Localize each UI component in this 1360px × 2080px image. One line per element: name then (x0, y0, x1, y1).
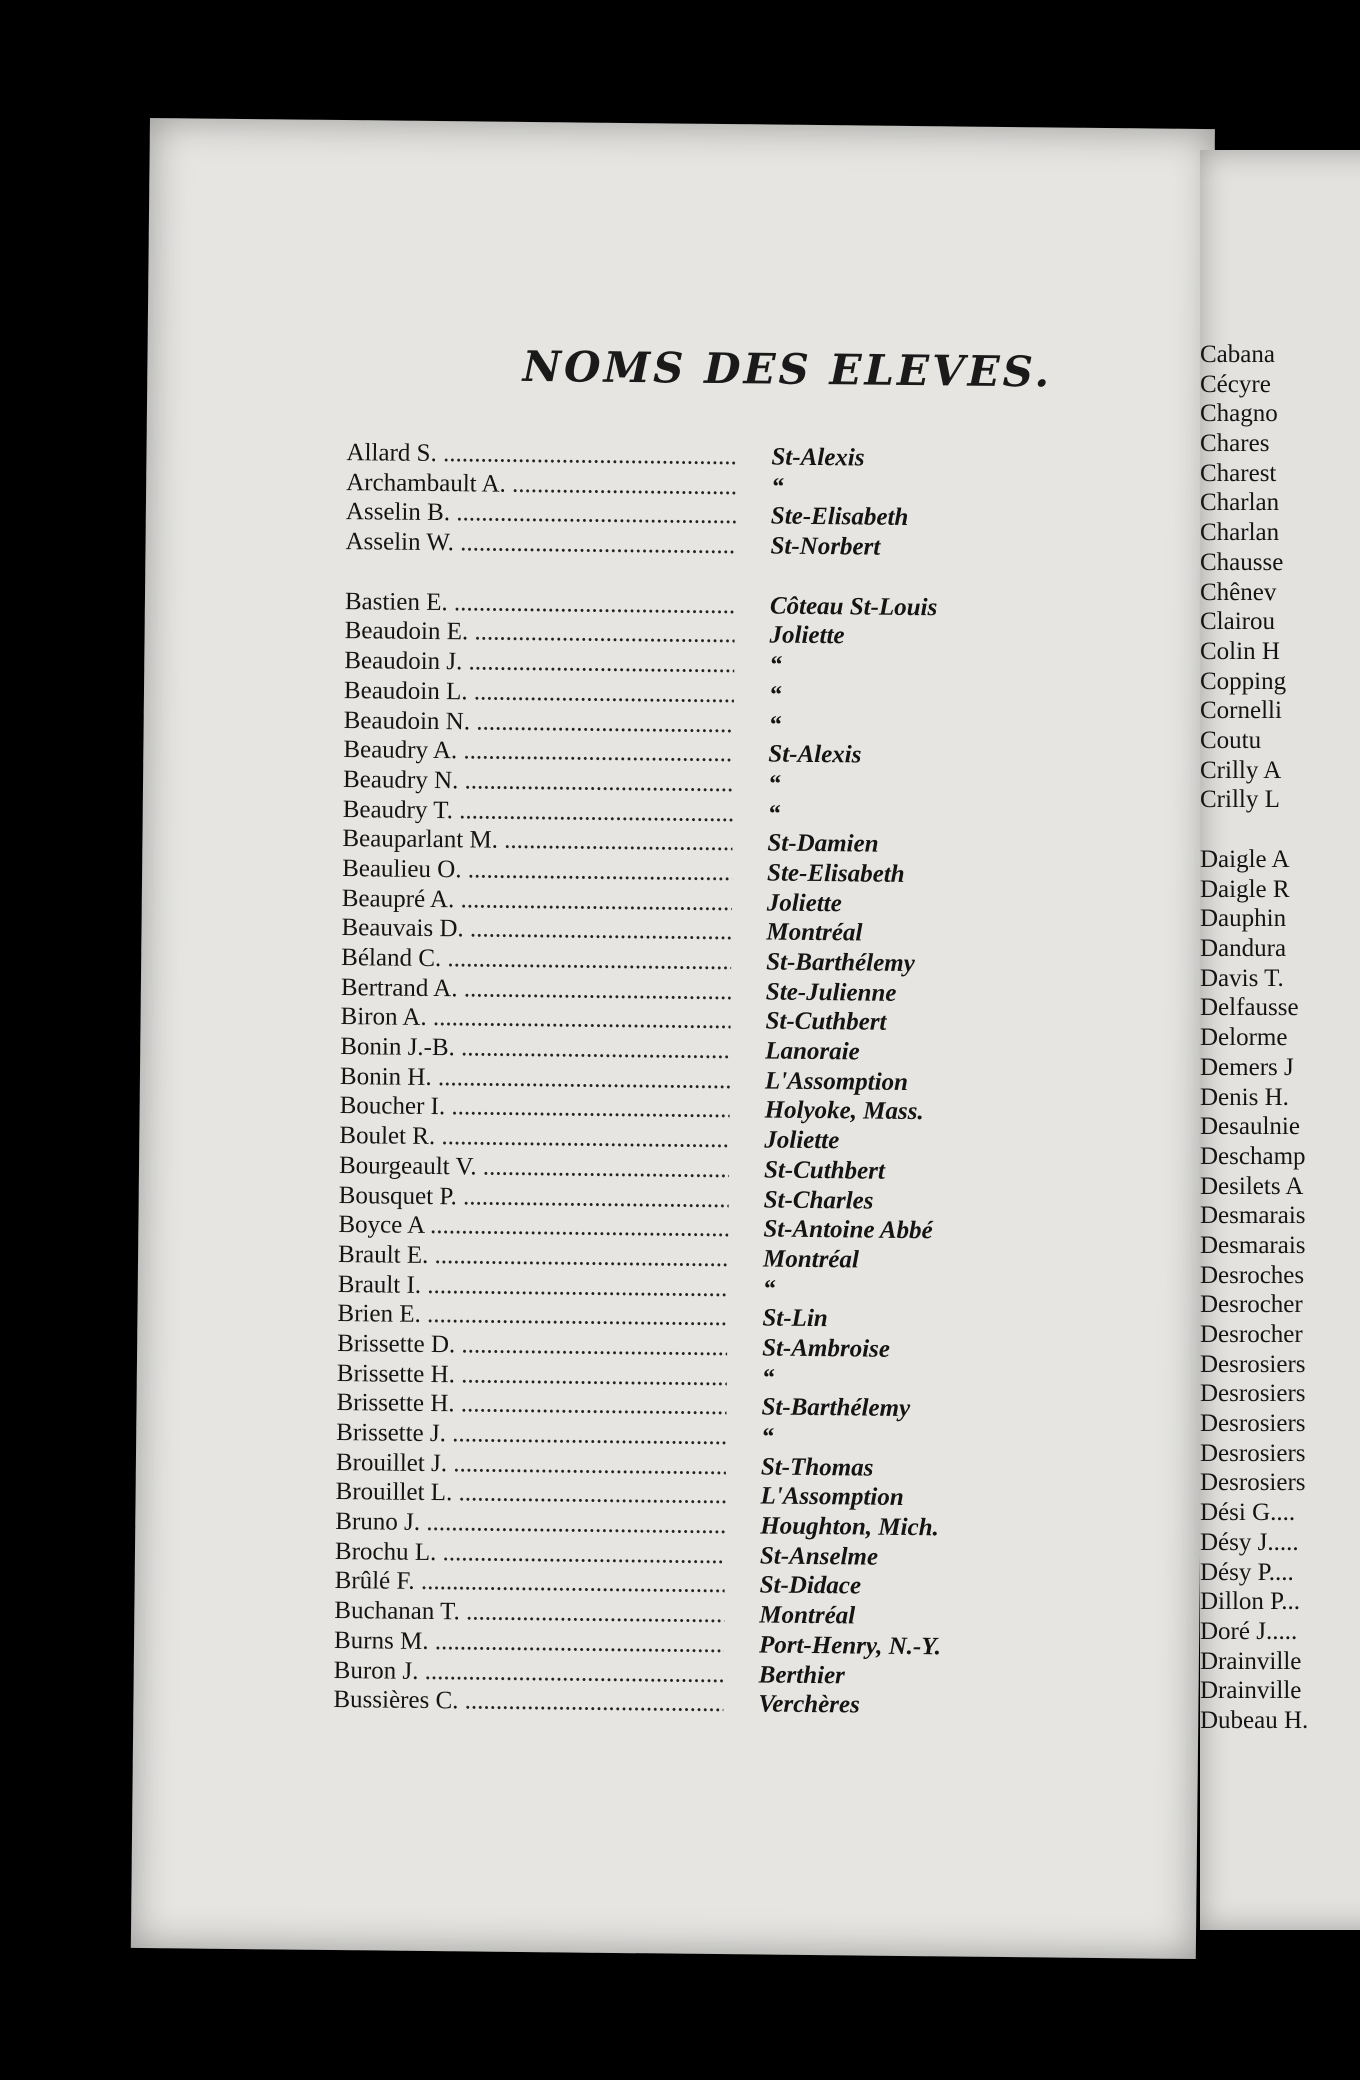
right-page-name: Daigle A (1200, 846, 1290, 873)
student-name: Bertrand A. ..... (341, 973, 731, 1007)
right-page-name: Désy P.... (1200, 1558, 1294, 1586)
right-page-name: Davis T. (1200, 964, 1284, 992)
student-name: Beaudoin E. ..... (344, 617, 734, 651)
right-page-name: Clairou (1200, 608, 1275, 636)
student-name: Bonin J.-B. ..... (340, 1032, 730, 1066)
student-name: Béland C. ..... (341, 943, 731, 977)
student-name: Beaudoin J. ..... (344, 646, 734, 680)
right-page-name: Charest (1200, 459, 1277, 487)
right-page-name: Copping (1200, 667, 1287, 695)
right-page-name: Desrocher (1200, 1321, 1303, 1348)
student-place: L'Assomption (760, 1482, 904, 1512)
student-name: Beaudoin L. ..... (344, 676, 734, 710)
right-page-name: Desmarais (1200, 1231, 1306, 1259)
student-name: Asselin W. ..... (345, 527, 735, 561)
page-title: NOMS DES ELEVES. (522, 341, 1053, 397)
student-name: Beaudoin N. ..... (344, 706, 734, 740)
student-name: Brissette H. ..... (336, 1388, 726, 1422)
right-page-name: Desrosiers (1200, 1439, 1306, 1467)
right-page-name: Chagno (1200, 400, 1278, 428)
right-page-name: Dandura (1200, 935, 1287, 963)
right-page (1200, 150, 1360, 1930)
student-name: Brouillet J. ..... (336, 1448, 726, 1482)
student-place: Côteau St-Louis (769, 592, 938, 622)
right-page-name: Desmarais (1200, 1202, 1306, 1230)
right-page-name: Cabana (1200, 341, 1275, 368)
student-place: “ (767, 770, 781, 798)
student-place: St-Barthélemy (766, 948, 915, 978)
student-name: Buchanan T. ..... (334, 1596, 724, 1630)
student-name: Beaudry T. ..... (343, 795, 733, 829)
student-name: Brissette J. ..... (336, 1418, 726, 1452)
right-page-name: Desrosiers (1200, 1380, 1306, 1408)
student-name: Boyce A ..... (338, 1210, 728, 1244)
right-page-name: Deschamp (1200, 1142, 1306, 1170)
right-page-name: Drainville (1200, 1647, 1302, 1675)
student-name: Brissette D. ..... (337, 1329, 727, 1363)
right-page-name: Denis H. (1200, 1083, 1289, 1111)
right-page-name: Désy J..... (1200, 1528, 1299, 1556)
right-page-name: Desaulnie (1200, 1113, 1300, 1141)
student-place: St-Charles (763, 1185, 874, 1215)
right-page-name: Coutu (1200, 726, 1262, 754)
student-place: Joliette (766, 889, 842, 917)
student-name: Burns M. ..... (334, 1626, 724, 1660)
student-name: Beaupré A. ..... (342, 884, 732, 918)
student-name: Boulet R. ..... (339, 1121, 729, 1155)
student-name: Brouillet L. ..... (335, 1477, 725, 1511)
student-place: Houghton, Mich. (760, 1512, 939, 1542)
student-place: St-Antoine Abbé (763, 1215, 933, 1245)
right-page-name: Chênev (1200, 578, 1277, 606)
right-page-name: Crilly L (1200, 786, 1280, 814)
student-name: Boucher I. ..... (340, 1091, 730, 1125)
right-page-name: Dubeau H. (1200, 1706, 1309, 1734)
student-name: Bourgeault V. ..... (339, 1151, 729, 1185)
student-name: Bousquet P. ..... (339, 1181, 729, 1215)
right-page-name: Demers J (1200, 1053, 1294, 1081)
student-place: “ (761, 1364, 775, 1392)
right-page-name: Colin H (1200, 637, 1280, 665)
student-place: Port-Henry, N.-Y. (758, 1631, 942, 1661)
student-group-b (333, 587, 1135, 1723)
student-place: “ (769, 651, 782, 679)
student-place: St-Cuthbert (763, 1156, 886, 1185)
student-place: St-Norbert (770, 532, 881, 561)
right-page-name: Cécyre (1200, 370, 1271, 398)
right-page-name: Desrosiers (1200, 1350, 1306, 1378)
student-place: St-Didace (759, 1571, 862, 1600)
student-place: Holyoke, Mass. (764, 1096, 924, 1126)
student-place: St-Alexis (771, 443, 865, 472)
student-name: Brûlé F. ..... (335, 1566, 725, 1600)
student-name: Beaudry A. ..... (343, 735, 733, 769)
student-place: St-Anselme (759, 1542, 879, 1571)
student-place: Lanoraie (765, 1037, 860, 1066)
student-name: Bussières C. ..... (333, 1685, 723, 1719)
student-place: “ (768, 711, 782, 739)
right-page-name: Chares (1200, 430, 1270, 458)
right-page-name: Cornelli (1200, 697, 1282, 725)
student-name: Buron J. ..... (334, 1656, 724, 1690)
student-name: Bastien E. ..... (345, 587, 735, 621)
right-page-name: Delorme (1200, 1024, 1288, 1052)
student-place: Montréal (759, 1601, 856, 1630)
right-group-c (1200, 340, 1308, 815)
student-name: Asselin B. ..... (346, 497, 736, 531)
student-place: “ (771, 473, 784, 501)
right-page-name: Dillon P... (1200, 1588, 1301, 1616)
student-name: Brien E. ..... (337, 1299, 727, 1333)
right-group-d (1200, 845, 1308, 1736)
student-group-a (345, 438, 1136, 565)
right-page-name: Desrocher (1200, 1291, 1303, 1319)
right-page-name: Charlan (1200, 519, 1280, 547)
student-place: “ (761, 1423, 774, 1451)
student-place: Joliette (769, 621, 845, 650)
student-place: St-Barthélemy (761, 1393, 911, 1423)
student-place: Berthier (758, 1660, 845, 1689)
student-name: Archambault A. ..... (346, 468, 736, 502)
right-page-name: Dési G.... (1200, 1499, 1296, 1527)
right-page-name: Desrosiers (1200, 1469, 1306, 1497)
student-place: Montréal (766, 918, 863, 947)
student-place: “ (767, 800, 781, 828)
right-page-name: Desroches (1200, 1261, 1305, 1289)
student-name: Beaudry N. ..... (343, 765, 733, 799)
student-place: L'Assomption (764, 1067, 909, 1096)
left-page (131, 118, 1215, 1959)
student-place: Joliette (764, 1126, 840, 1155)
student-list (333, 438, 1136, 1723)
right-page-name: Delfausse (1200, 994, 1299, 1022)
right-page-name: Daigle R (1200, 875, 1290, 903)
right-page-name: Desrosiers (1200, 1410, 1306, 1438)
student-place: St-Thomas (760, 1453, 874, 1482)
right-page-list (1200, 340, 1308, 1736)
student-place: Verchères (758, 1690, 860, 1719)
student-place: St-Lin (762, 1304, 828, 1333)
right-page-name: Crilly A (1200, 756, 1282, 784)
student-place: St-Ambroise (762, 1334, 891, 1363)
student-name: Brault I. ..... (338, 1270, 728, 1304)
student-place: Montréal (762, 1245, 860, 1274)
student-name: Brochu L. ..... (335, 1537, 725, 1571)
student-place: Ste-Julienne (765, 978, 897, 1007)
student-place: Ste-Elisabeth (766, 859, 905, 888)
student-place: St-Alexis (768, 740, 862, 769)
right-page-name: Dauphin (1200, 905, 1287, 933)
group-spacer (1200, 815, 1308, 845)
right-page-name: Charlan (1200, 489, 1280, 517)
student-name: Allard S. ..... (346, 438, 736, 472)
student-place: St-Cuthbert (765, 1007, 887, 1037)
student-name: Biron A. ..... (340, 1002, 730, 1036)
student-name: Brault E. ..... (338, 1240, 728, 1274)
right-page-name: Chausse (1200, 548, 1284, 576)
right-page-name: Desilets A (1200, 1172, 1304, 1200)
right-page-name: Doré J..... (1200, 1617, 1298, 1645)
student-place: “ (762, 1275, 776, 1303)
student-name: Beauvais D. ..... (341, 913, 731, 947)
student-place: Ste-Elisabeth (770, 502, 909, 532)
student-name: Brissette H. ..... (337, 1359, 727, 1393)
student-name: Bonin H. ..... (340, 1062, 730, 1096)
student-name: Beauparlant M. ..... (342, 824, 732, 858)
student-place: St-Damien (767, 829, 879, 858)
student-place: “ (768, 681, 782, 709)
student-name: Beaulieu O. ..... (342, 854, 732, 888)
right-page-name: Drainville (1200, 1677, 1302, 1705)
student-name: Bruno J. ..... (335, 1507, 725, 1541)
